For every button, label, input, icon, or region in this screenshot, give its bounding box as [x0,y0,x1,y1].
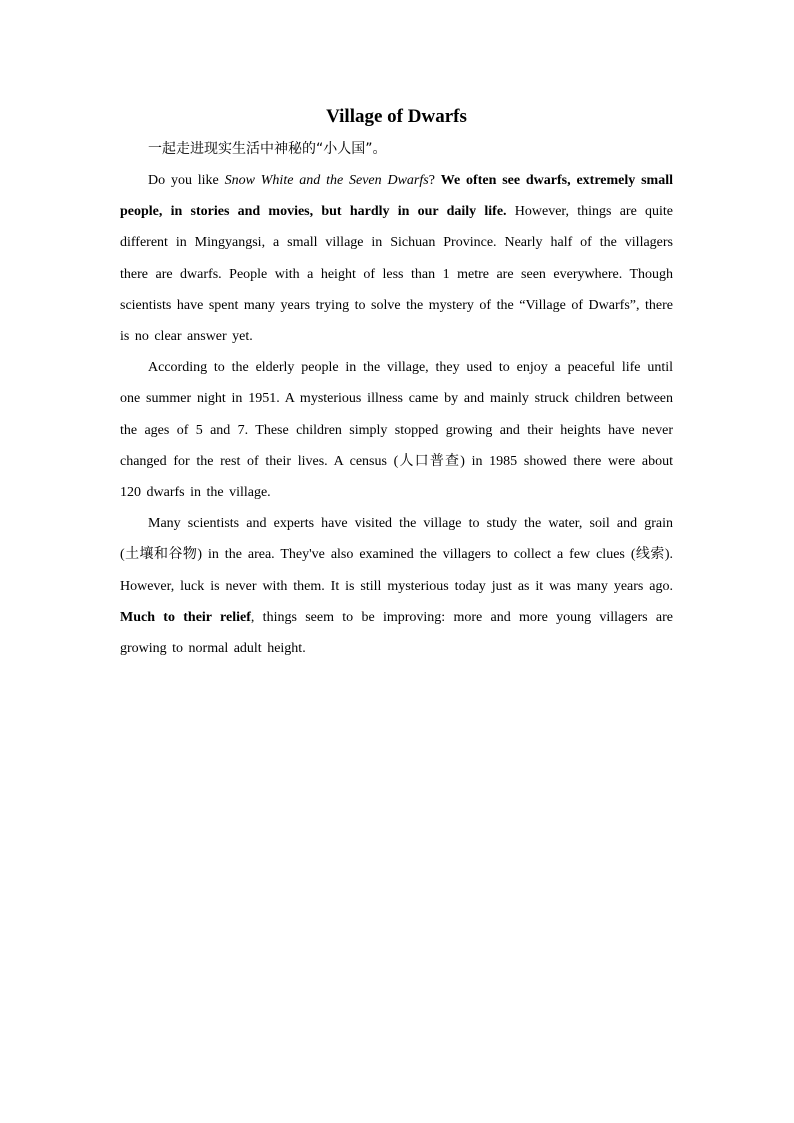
p3-text-a: Many scientists and experts have visited the village to study the water, soil and grain (土壤和谷物) in the area. They've also examined the villagers to collect a few clues (线索). However, luck is never with them. It is still mysterious today just as it was many years ago. [120,516,673,594]
paragraph-2: According to the elderly people in the village, they used to enjoy a peaceful life until one summer night in 1951. A mysterious illness came by and mainly struck children between the ages of 5 and 7. These children simply stopped growing and their heights have never changed for the rest of their lives. A census (人口普查) in 1985 showed there were about 120 dwarfs in the village. [120,360,673,501]
p3-bold-phrase: Much to their relief [120,609,251,625]
document-subtitle: 一起走进现实生活中神秘的“小人国”。 [148,141,387,157]
paragraph-3 [120,508,673,664]
p1-book-title: Snow White and the Seven Dwarfs [224,173,429,188]
paragraph-1 [120,165,673,352]
p1-text-c: ? [428,173,441,188]
p1-text-a: Do you like [148,173,225,188]
p3-text-c: , things seem to be improving: more and more young villagers are growing to normal adult height. [120,609,673,657]
document-page [120,100,673,664]
p1-bold-sentence: We often see dwarfs, extremely small people, in stories and movies, but hardly in our daily life. [120,173,673,220]
p1-text-e: However, things are quite different in Mingyangsi, a small village in Sichuan Province. Nearly half of the villagers there are dwarfs. People with a height of less than 1 metre are seen everywhere. Though scientists have spent many years trying to solve the mystery of the “Village of Dwarfs”, there is no clear answer yet. [120,204,674,345]
document-title: Village of Dwarfs [326,106,467,127]
